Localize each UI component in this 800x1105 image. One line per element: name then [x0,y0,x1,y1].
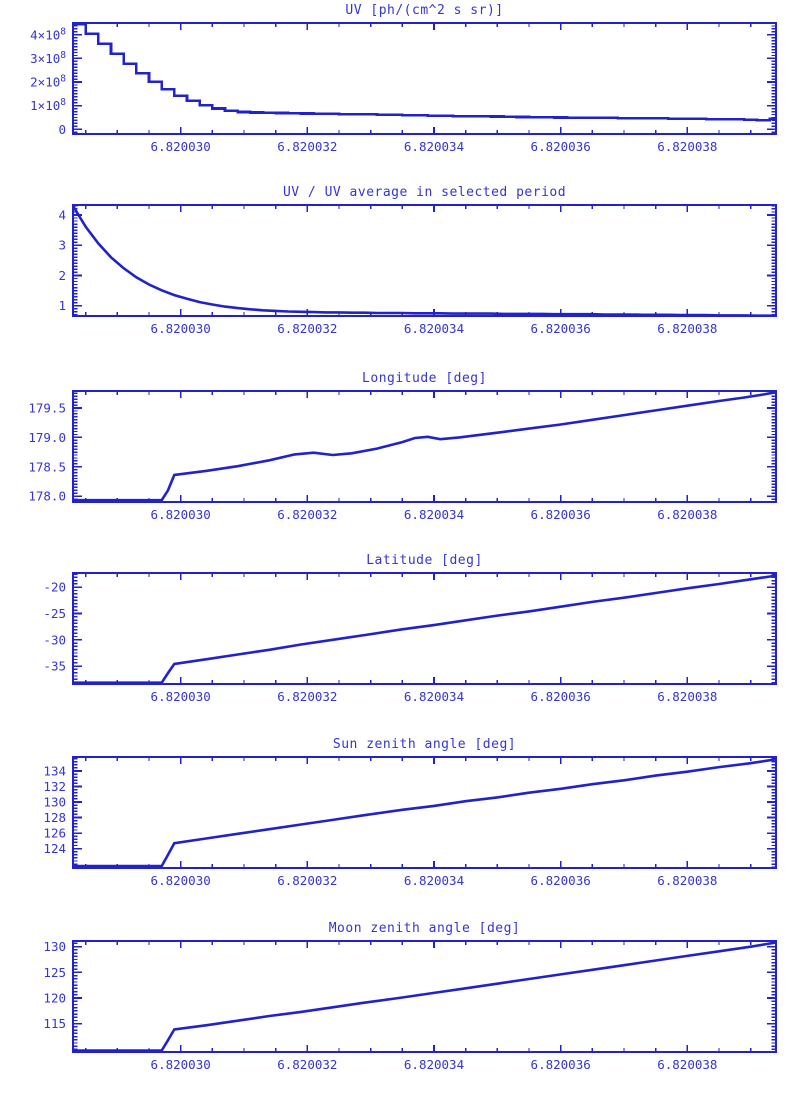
x-tick-label: 6.820034 [403,873,465,888]
x-tick-label: 6.820034 [403,689,465,704]
chart-title: Longitude [deg] [362,371,487,386]
x-tick-label: 6.820030 [150,689,211,704]
y-tick-label: 1 [58,298,66,314]
chart-panel-sun_zenith [43,737,776,888]
x-tick-label: 6.820030 [150,321,211,336]
y-tick-label: 0 [58,121,66,137]
chart-title: Sun zenith angle [deg] [332,737,517,752]
y-tick-label: -30 [43,632,66,648]
x-tick-label: 6.820038 [657,873,718,888]
x-tick-label: 6.820038 [657,321,718,336]
x-tick-label: 6.820032 [277,689,338,704]
data-series-line [73,24,776,120]
y-tick-label: 115 [43,1016,66,1032]
y-tick-label: 3 [58,237,66,253]
x-tick-label: 6.820032 [277,139,338,154]
y-tick-label: $2\times 10^8$ [30,73,66,90]
chart-title: Latitude [deg] [366,553,483,568]
x-tick-label: 6.820038 [657,1057,718,1072]
x-tick-label: 6.820036 [530,1057,591,1072]
chart-title: UV / UV average in selected period [282,185,567,200]
x-tick-label: 6.820032 [277,321,338,336]
y-tick-label: 124 [43,841,66,857]
y-tick-label: -20 [43,579,66,595]
data-series-line [73,206,776,316]
data-series-line [73,943,776,1051]
y-tick-label: 178.0 [28,488,66,504]
y-tick-label: $4\times 10^8$ [30,26,66,43]
chart-panel-uv [30,3,776,154]
x-tick-label: 6.820036 [530,873,591,888]
chart-title: UV [ph/(cm^2 s sr)] [345,3,504,18]
x-tick-label: 6.820036 [530,689,591,704]
y-tick-label: 2 [58,267,66,283]
x-tick-label: 6.820034 [403,321,465,336]
y-tick-label: -35 [43,658,66,674]
y-tick-label: 130 [43,939,66,955]
y-tick-label: 126 [43,825,66,841]
y-tick-label: $1\times 10^8$ [30,97,66,114]
y-tick-label: 132 [43,778,66,794]
y-tick-label: 179.0 [28,429,66,445]
x-tick-label: 6.820030 [150,873,211,888]
y-tick-label: 178.5 [28,459,66,475]
x-tick-label: 6.820036 [530,139,591,154]
x-tick-label: 6.820030 [150,1057,211,1072]
chart-panel-latitude [43,553,776,704]
x-tick-label: 6.820030 [150,139,211,154]
y-tick-label: 120 [43,990,66,1006]
y-tick-label: 130 [43,794,66,810]
chart-panel-uv_ratio [58,185,776,336]
x-tick-label: 6.820036 [530,507,591,522]
x-tick-label: 6.820032 [277,507,338,522]
chart-panel-moon_zenith [43,921,776,1072]
chart-panel-longitude [28,371,776,522]
data-series-line [73,392,776,500]
x-tick-label: 6.820034 [403,1057,465,1072]
data-series-line [73,576,776,683]
x-tick-label: 6.820032 [277,873,338,888]
chart-title: Moon zenith angle [deg] [328,921,521,936]
y-axis-ticks [43,939,776,1049]
x-tick-label: 6.820034 [403,507,465,522]
y-axis-ticks [30,23,776,137]
y-tick-label: 179.5 [28,400,66,416]
x-tick-label: 6.820038 [657,139,718,154]
y-axis-ticks [58,206,776,315]
y-tick-label: 128 [43,810,66,826]
y-tick-label: $3\times 10^8$ [30,49,66,66]
plot-box [73,205,776,316]
x-tick-label: 6.820038 [657,689,718,704]
x-tick-label: 6.820038 [657,507,718,522]
data-series-line [73,759,776,866]
x-tick-label: 6.820030 [150,507,211,522]
x-tick-label: 6.820034 [403,139,465,154]
y-tick-label: 134 [43,763,66,779]
x-tick-label: 6.820032 [277,1057,338,1072]
y-tick-label: 125 [43,964,66,980]
x-tick-label: 6.820036 [530,321,591,336]
y-tick-label: 4 [58,207,66,223]
y-tick-label: -25 [43,606,66,622]
